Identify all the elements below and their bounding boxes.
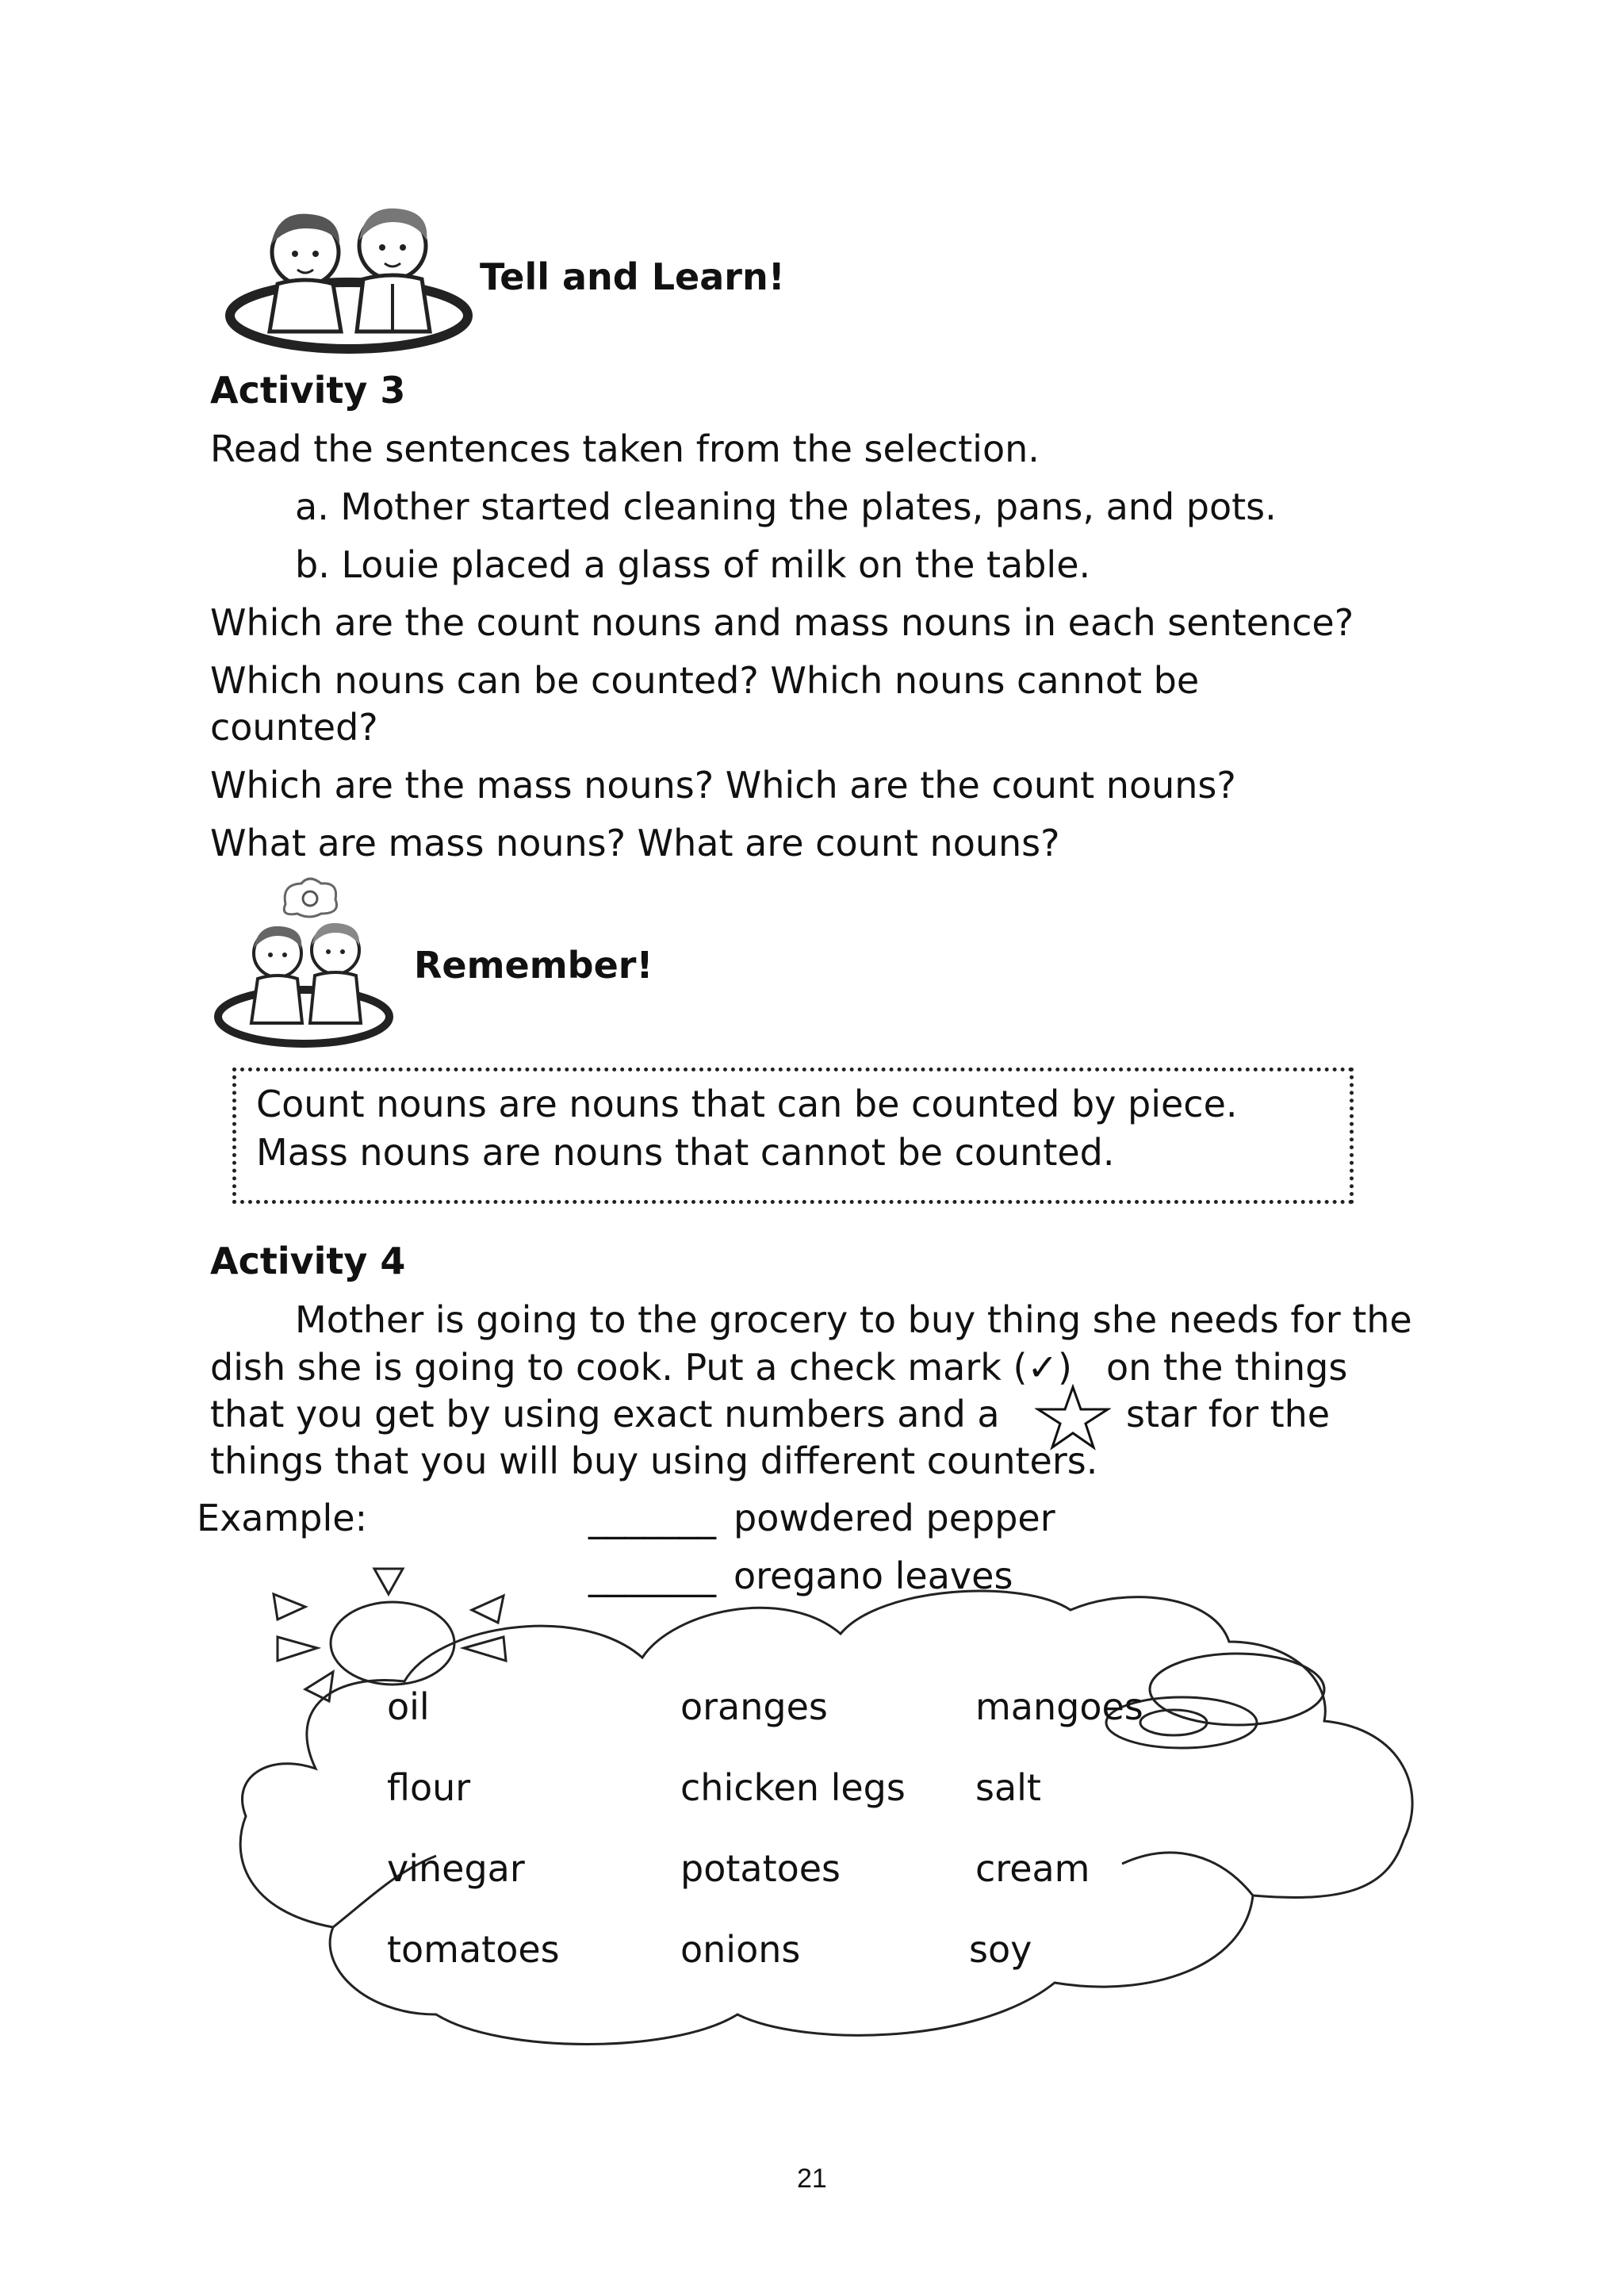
word-onions: onions bbox=[680, 1928, 801, 1971]
activity4-title: Activity 4 bbox=[210, 1240, 406, 1282]
activity3-question-3: Which are the mass nouns? Which are the count nouns? bbox=[210, 764, 1236, 807]
remember-heading: Remember! bbox=[414, 944, 653, 987]
activity3-sentence-a: a. Mother started cleaning the plates, pans, and pots. bbox=[295, 485, 1277, 528]
tell-and-learn-heading: Tell and Learn! bbox=[480, 255, 785, 298]
word-flour: flour bbox=[387, 1766, 471, 1809]
example-item-1: powdered pepper bbox=[733, 1497, 1055, 1539]
activity4-line-2-text: dish she is going to cook. Put a check mark ( bbox=[210, 1346, 1028, 1389]
word-salt: salt bbox=[975, 1766, 1041, 1809]
activity3-sentence-b: b. Louie placed a glass of milk on the table. bbox=[295, 543, 1091, 586]
word-potatoes: potatoes bbox=[680, 1847, 841, 1890]
activity3-title: Activity 3 bbox=[210, 369, 406, 412]
activity3-question-2: Which nouns can be counted? Which nouns cannot be bbox=[210, 659, 1200, 702]
activity3-intro: Read the sentences taken from the selection. bbox=[210, 427, 1040, 470]
activity4-line-2-end: on the things bbox=[1106, 1346, 1348, 1389]
children-thinking-illustration bbox=[210, 872, 400, 1051]
word-oil: oil bbox=[387, 1685, 430, 1728]
activity3-question-4: What are mass nouns? What are count nouns? bbox=[210, 822, 1060, 864]
word-mangoes: mangoes bbox=[975, 1685, 1143, 1728]
word-tomatoes: tomatoes bbox=[387, 1928, 560, 1971]
activity4-line-1: Mother is going to the grocery to buy thing she needs for the bbox=[295, 1298, 1412, 1341]
activity4-line-3: that you get by using exact numbers and a bbox=[210, 1393, 1000, 1435]
page-number: 21 bbox=[797, 2164, 827, 2194]
word-chicken-legs: chicken legs bbox=[680, 1766, 906, 1809]
activity4-line-3-end: star for the bbox=[1126, 1393, 1331, 1435]
word-cream: cream bbox=[975, 1847, 1090, 1890]
check-mark-icon: ✓) bbox=[1027, 1346, 1072, 1389]
word-soy: soy bbox=[969, 1928, 1032, 1971]
word-vinegar: vinegar bbox=[387, 1847, 525, 1890]
example-item-2: oregano leaves bbox=[733, 1554, 1013, 1597]
word-oranges: oranges bbox=[680, 1685, 828, 1728]
example-blank-2: _______ bbox=[588, 1554, 716, 1597]
children-illustration-tell-and-learn bbox=[222, 197, 484, 355]
activity3-question-2-cont: counted? bbox=[210, 706, 378, 749]
remember-line-2: Mass nouns are nouns that cannot be counted. bbox=[256, 1131, 1115, 1174]
cloud-with-sun-illustration bbox=[198, 1554, 1427, 2078]
activity4-line-4: things that you will buy using different counters. bbox=[210, 1439, 1098, 1482]
example-blank-1: _______ bbox=[588, 1497, 716, 1539]
example-label: Example: bbox=[197, 1497, 368, 1539]
activity3-question-1: Which are the count nouns and mass nouns in each sentence? bbox=[210, 601, 1354, 644]
activity4-line-2 bbox=[210, 1343, 1072, 1391]
remember-line-1: Count nouns are nouns that can be counted by piece. bbox=[256, 1083, 1238, 1125]
